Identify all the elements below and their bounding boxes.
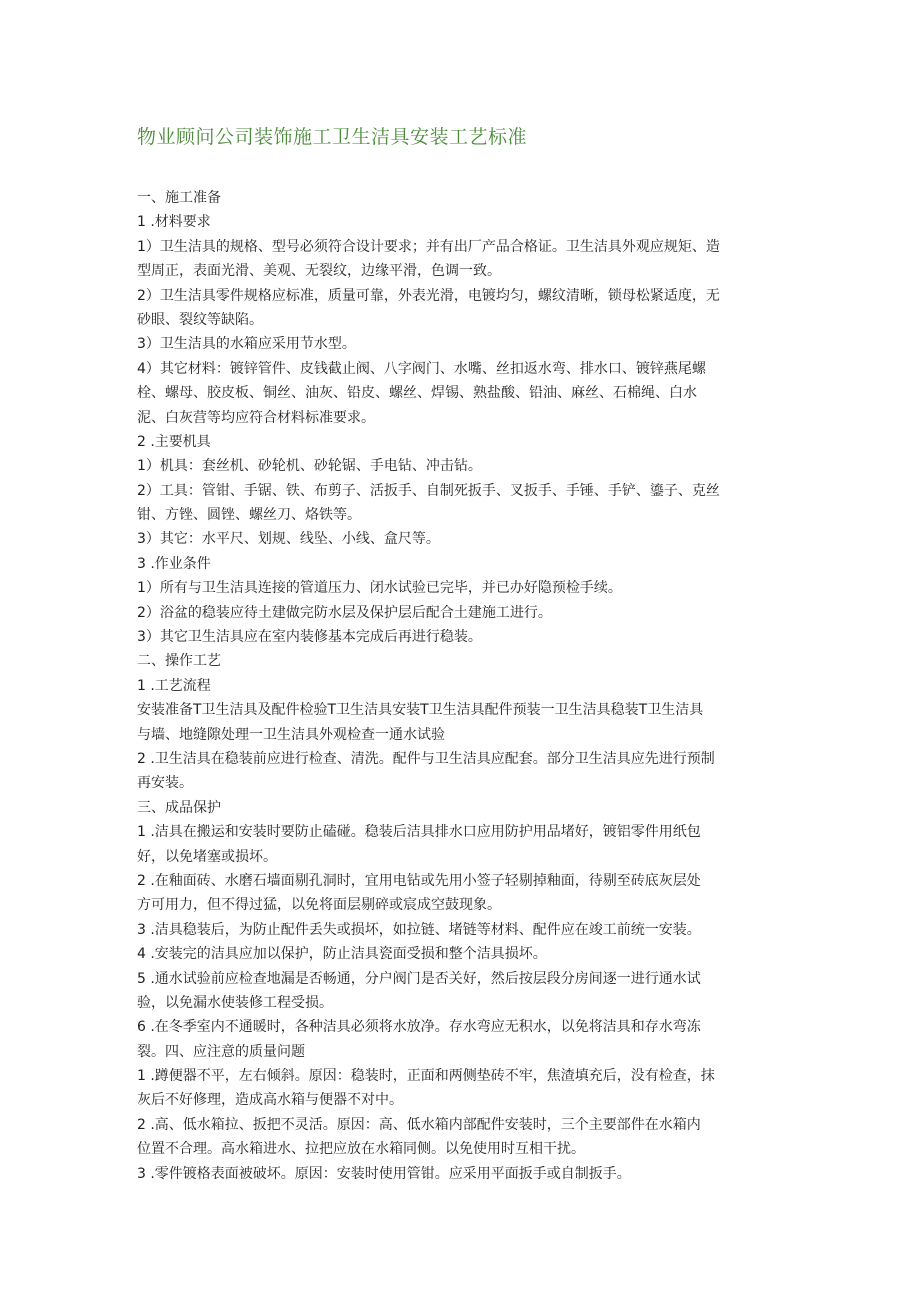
text-line: 灰后不好修理，造成高水箱与便器不对中。	[137, 1092, 403, 1109]
text-line: 钳、方锉、圆锉、螺丝刀、烙铁等。	[137, 507, 361, 524]
text-line: 3）其它：水平尺、划规、线坠、小线、盒尺等。	[137, 531, 440, 548]
text-line: 2）卫生洁具零件规格应标准，质量可靠，外表光滑，电镀均匀，螺纹清晰，锁母松紧适度，无	[137, 287, 720, 304]
text-line: 型周正，表面光滑、美观、无裂纹，边缘平滑，色调一致。	[137, 263, 501, 280]
text-line: 1）卫生洁具的规格、型号必须符合设计要求；并有出厂产品合格证。卫生洁具外观应规矩、造	[137, 238, 720, 255]
text-line: 验，以免漏水使装修工程受损。	[137, 994, 333, 1011]
text-line: 裂。四、应注意的质量问题	[137, 1043, 305, 1060]
text-line: 2）浴盆的稳装应待土建做完防水层及保护层后配合土建施工进行。	[137, 604, 552, 621]
text-line: 4 .安装完的洁具应加以保护，防止洁具瓷面受损和整个洁具损坏。	[137, 946, 547, 963]
text-line: 3）其它卫生洁具应在室内装修基本完成后再进行稳装。	[137, 629, 482, 646]
text-line: 1 .蹲便器不平，左右倾斜。原因：稳装时，正面和两侧垫砖不牢，焦渣填充后，没有检查，抹	[137, 1068, 715, 1085]
text-line: 6 .在冬季室内不通暖时，各种洁具必须将水放净。存水弯应无积水，以免将洁具和存水弯冻	[137, 1019, 701, 1036]
text-line: 三、成品保护	[137, 799, 221, 816]
text-line: 泥、白灰营等均应符合材料标准要求。	[137, 409, 375, 426]
text-line: 方可用力，但不得过猛，以免将面层剔碎或宸成空鼓现象。	[137, 897, 501, 914]
text-line: 2 .高、低水箱拉、扳把不灵活。原因：高、低水箱内部配件安装时，三个主要部件在水箱内	[137, 1116, 701, 1133]
text-line: 2 .在釉面砖、水磨石墙面剔孔洞时，宜用电钻或先用小签子轻剔掉釉面，待剔至砖底灰层处	[137, 872, 701, 889]
document-body	[137, 186, 787, 1186]
text-line: 5 .通水试验前应检查地漏是否畅通，分户阀门是否关好，然后按层段分房间逐一进行通水试	[137, 970, 701, 987]
text-line: 3 .洁具稳装后，为防止配件丢失或损坏，如拉链、堵链等材料、配件应在竣工前统一安装。	[137, 921, 701, 938]
text-line: 1）所有与卫生洁具连接的管道压力、闭水试验已完毕，并已办好隐预检手续。	[137, 580, 622, 597]
text-line: 一、施工准备	[137, 190, 221, 206]
text-line: 位置不合理。高水箱进水、拉把应放在水箱同侧。以免使用时互相干扰。	[137, 1141, 585, 1158]
text-line: 1 .材料要求	[137, 214, 211, 231]
text-line: 3）卫生洁具的水箱应采用节水型。	[137, 336, 356, 353]
text-line: 二、操作工艺	[137, 653, 221, 670]
text-line: 再安装。	[137, 775, 193, 792]
text-line: 1）机具：套丝机、砂轮机、砂轮锯、手电钻、冲击钻。	[137, 458, 482, 475]
text-line: 与墙、地缝隙处理一卫生洁具外观检查一通水试验	[137, 726, 445, 743]
text-line: 好，以免堵塞或损坏。	[137, 848, 277, 865]
text-line: 2 .卫生洁具在稳装前应进行检查、清洗。配件与卫生洁具应配套。部分卫生洁具应先进行预制	[137, 750, 715, 767]
text-line: 砂眼、裂纹等缺陷。	[137, 311, 263, 328]
text-line: 栓、螺母、胶皮板、铜丝、油灰、铅皮、螺丝、焊锡、熟盐酸、铅油、麻丝、石棉绳、白水	[137, 385, 697, 402]
text-line: 3 .作业条件	[137, 555, 211, 572]
text-line: 4）其它材料：镀锌管件、皮钱截止阀、八字阀门、水嘴、丝扣返水弯、排水口、镀锌燕尾螺	[137, 360, 706, 377]
text-line: 安装准备T卫生洁具及配件检验T卫生洁具安装T卫生洁具配件预装一卫生洁具稳装T卫生洁具	[137, 702, 704, 719]
text-line: 2）工具：管钳、手锯、铁、布剪子、活扳手、自制死扳手、叉扳手、手锤、手铲、鎏子、克丝	[137, 482, 720, 499]
text-line: 3 .零件镀格表面被破坏。原因：安装时使用管钳。应采用平面扳手或自制扳手。	[137, 1165, 631, 1182]
text-line: 2 .主要机具	[137, 433, 211, 450]
text-line: 1 .洁具在搬运和安装时要防止磕碰。稳装后洁具排水口应用防护用品堵好，镀铝零件用纸包	[137, 824, 701, 841]
text-line: 1 .工艺流程	[137, 677, 211, 694]
document-title: 物业顾问公司装饰施工卫生洁具安装工艺标准	[137, 126, 528, 148]
